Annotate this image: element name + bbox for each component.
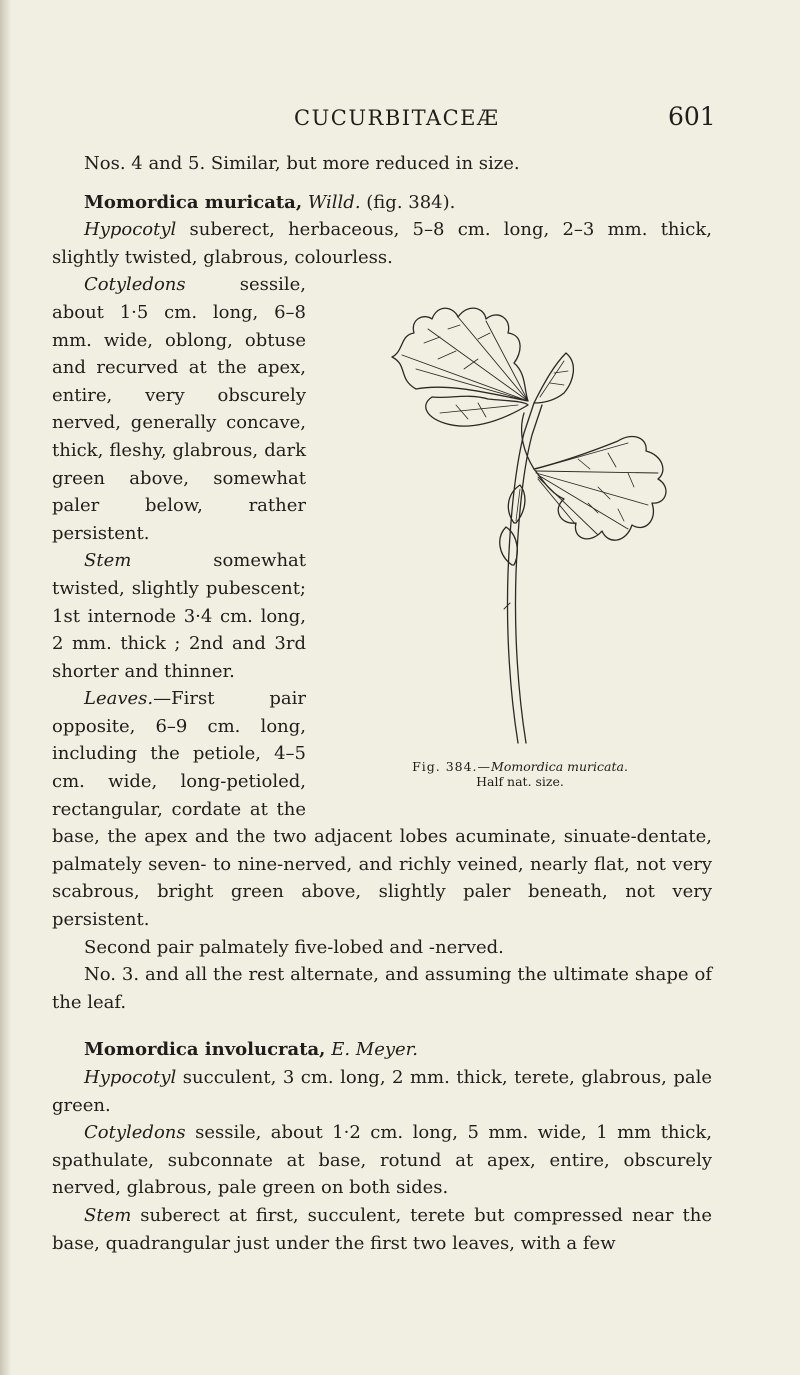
leaf-upper-left <box>392 308 528 401</box>
hypocotyl-description-2: succulent, 3 cm. long, 2 mm. thick, terete, glabrous, pale green. <box>52 1067 712 1116</box>
figure-reference: (fig. 384). <box>366 191 456 213</box>
term-hypocotyl: Hypocotyl <box>84 219 177 241</box>
stem-description-2: suberect at first, succulent, terete but compressed near the base, quadrangular just under the first two leaves, with a few <box>52 1204 712 1254</box>
hypocotyl-description: suberect, herbaceous, 5–8 cm. long, 2–3 mm. thick, slightly twisted, glabrous, colourless. <box>52 219 712 268</box>
caption-line-1 <box>328 759 712 774</box>
term-leaves: Leaves. <box>84 688 154 710</box>
body-text <box>52 150 712 1257</box>
seedling-illustration <box>328 273 712 813</box>
running-head: CUCURBITACEÆ <box>294 106 500 130</box>
paragraph-cotyledons-2 <box>52 1119 712 1202</box>
paragraph-second-pair: Second pair palmately five-lobed and -nerved. <box>84 936 504 958</box>
seedling-stem <box>507 403 534 743</box>
page-number: 601 <box>668 102 716 131</box>
cotyledons-description: sessile, about 1·5 cm. long, 6–8 mm. wide, oblong, obtuse and recurved at the apex, entire, very obscurely nerved, generally concave, thick, fleshy, glabrous, dark green above, somewhat paler below, rather persistent. <box>52 274 306 544</box>
species-name-2: Momordica involucrata, <box>84 1039 326 1061</box>
paragraph-hypocotyl <box>52 216 712 271</box>
term-stem-2: Stem <box>84 1204 132 1226</box>
page-gutter-shadow <box>0 0 12 1375</box>
term-hypocotyl-2: Hypocotyl <box>84 1067 177 1088</box>
leaf-lower-right <box>534 437 666 541</box>
species-heading-muricata <box>52 189 712 217</box>
species-heading-involucrata <box>52 1036 712 1064</box>
caption-prefix: Fig. 384.— <box>412 759 492 775</box>
leaf-left-lobe <box>426 397 528 427</box>
species-authority: Willd. <box>307 191 361 213</box>
page-header <box>0 102 800 146</box>
figure-caption <box>328 759 712 789</box>
stem-description: somewhat twisted, slightly pubescent; 1st internode 3·4 cm. long, 2 mm. thick ; 2nd and 3rd shorter and thinner. <box>52 550 306 682</box>
term-stem: Stem <box>84 550 132 572</box>
figure-384 <box>328 273 712 813</box>
term-cotyledons-2: Cotyledons <box>84 1122 186 1144</box>
species-authority-2: E. Meyer. <box>331 1039 419 1061</box>
caption-title: Momordica muricata. <box>491 759 628 775</box>
paragraph-stem-2 <box>52 1202 712 1257</box>
cotyledon-right <box>534 353 573 403</box>
caption-scale: Half nat. size. <box>476 774 564 790</box>
term-cotyledons: Cotyledons <box>84 274 186 296</box>
leaves-description: —First pair opposite, 6–9 cm. long, including the petiole, 4–5 cm. wide, long-petioled, rectangular, cordate at the base, the apex and the two adjacent lobes acuminate, sinuate-dentate, palmately seven- to nine-nerved, and richly veined, nearly flat, not very scabrous, bright green above, slightly paler beneath, not very persistent. <box>52 688 712 931</box>
species-name: Momordica muricata, <box>84 191 303 213</box>
paragraph-hypocotyl-2 <box>52 1064 712 1119</box>
cotyledons-description-2: sessile, about 1·2 cm. long, 5 mm. wide, 1 mm thick, spathulate, subconnate at base, rotund at apex, entire, obscurely nerved, glabrous, pale green on both sides. <box>52 1122 712 1199</box>
paragraph-nos-4-5: Nos. 4 and 5. Similar, but more reduced in size. <box>84 153 520 174</box>
paragraph-no-3: No. 3. and all the rest alternate, and assuming the ultimate shape of the leaf. <box>52 964 712 1013</box>
